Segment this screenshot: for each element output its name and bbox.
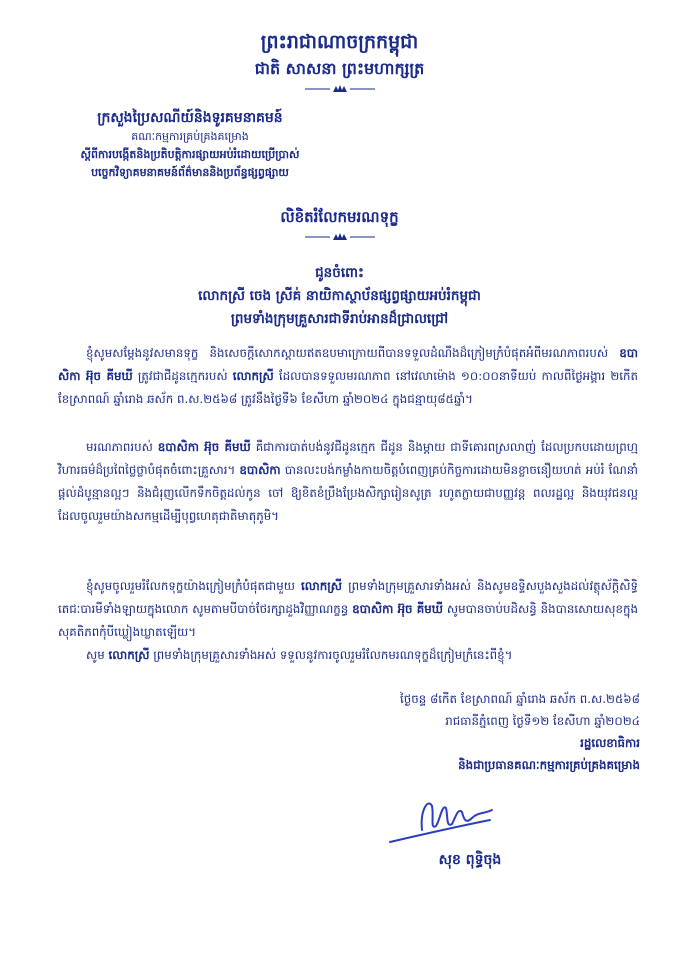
bold-name-run: លោកស្រី <box>232 369 274 383</box>
paragraph-2 <box>58 436 638 528</box>
text-run: មរណភាពរបស់ <box>86 440 158 454</box>
project-line-2: បច្ចេកវិទ្យាគមនាគមន៍ព័ត៌មាននិងប្រព័ន្ធផ្សព្វផ្សាយ <box>91 166 289 179</box>
text-run: ត្រូវជាជីដូនក្មេករបស់ <box>132 369 233 383</box>
paragraph-4 <box>58 644 638 667</box>
ministry-name: ក្រសួងប្រៃសណីយ៍និងទូរគមនាគមន៍ <box>97 110 283 126</box>
ornament-icon <box>305 84 375 94</box>
text-run: ព្រមទាំងក្រុមគ្រួសារទាំងអស់ ទទួលនូវការចូលរួមរំលែកមរណទុក្ខដ៏ក្រៀមក្រំនេះពីខ្ញុំ។ <box>149 648 513 662</box>
ornament-icon <box>305 232 375 242</box>
date-block <box>300 688 640 776</box>
bold-name-run: ឧបាសិកា <box>239 463 281 477</box>
paragraph-3 <box>58 575 638 644</box>
letter-type: លិខិតរំលែកមរណទុក្ខ <box>280 208 399 226</box>
text-run: ដែលបានទទួលមរណភាព នៅវេលាម៉ោង ១០:០០នាទីយប់ កាលពីថ្ងៃអង្គារ ២កើត ខែស្រាពណ៍ ឆ្នាំរោង ឆស័ក ព.ស.២៥៦៨ ត្រូវនឹងថ្ងៃទី៦ ខែសីហា ឆ្នាំ២០២៤ ក្នុងជន្មាយុ៨៥ឆ្នាំ។ <box>58 369 638 406</box>
signer-title-1: រដ្ឋលេខាធិការ <box>580 736 640 750</box>
bold-name-run: ឧបាសិកា អ៊ុច គីមឃី <box>58 346 638 383</box>
text-run: ខ្ញុំសូមចូលរួមរំលែកទុក្ខយ៉ាងក្រៀមក្រំបំផុតជាមួយ <box>86 579 302 593</box>
recipient-name: លោកស្រី ចេង ស្រីគ់ នាយិកាស្ថាប័នផ្សព្វផ្សាយអប់រំកម្ពុជា <box>198 288 481 304</box>
text-run: សូម <box>86 648 109 662</box>
text-run: សូមបានចាប់បដិសន្ធិ និងបានសោយសុខក្នុងសុគតិភពកុំបីឃ្លៀងឃ្លាតឡើយ។ <box>58 602 638 639</box>
text-run: ព្រមទាំងក្រុមគ្រួសារទាំងអស់ និងសូមឧទ្ទិសបួងសួងដល់វត្ថុស័ក្តិសិទ្ធិតេជៈបារមីទាំងឡាយក្នុងលោក សូមតាមបីបាច់ថែរក្សាដួងវិញ្ញាណក្ខន្ធ <box>58 579 638 616</box>
solar-date: រាជធានីភ្នំពេញ ថ្ងៃទី១២ ខែសីហា ឆ្នាំ២០២៤ <box>445 714 640 728</box>
committee-name: គណៈកម្មការគ្រប់គ្រងគម្រោង <box>131 130 249 143</box>
text-run: បានលះបង់កម្លាំងកាយចិត្តបំពេញគ្រប់កិច្ចការដោយមិនខ្លាចនឿយហត់ អប់រំ ណែនាំ ផ្តល់ដំបូន្មានល្អៗ និងជំរុញលើកទឹកចិត្តដល់កូន ចៅ ឱ្យខិតខំប្រឹងប្រែងសិក្សារៀនសូត្រ រហូតក្លាយជាបញ្ញវន្ត ពលរដ្ឋល្អ និងយុវជនល្អ ដែលចូលរួមយ៉ាងសកម្មដើម្បីបុព្វហេតុជាតិមាតុភូមិ។ <box>58 463 638 523</box>
text-run: ខ្ញុំសូមសម្តែងនូវសមានទុក្ខ និងសេចក្តីសោកស្តាយឥតឧបមាក្រោយពីបានទទួលដំណឹងដ៏ក្រៀមក្រំបំផុតអំពីមរណភាពរបស់ <box>86 346 620 360</box>
to-label: ជូនចំពោះ <box>315 265 364 281</box>
signer-title-2: និងជាប្រធានគណៈកម្មការគ្រប់គ្រងគម្រោង <box>458 758 640 772</box>
signature-scribble <box>380 790 520 850</box>
text-run: គឺជាការបាត់បង់នូវជីដូនក្មេក ជីដូន និងម្តាយ ជាទីគោរពស្រលាញ់ ដែលប្រកបដោយព្រហ្មវិហារធម៌ដ៏ប្រពៃថ្លៃថ្លាបំផុតចំពោះគ្រួសារ។ <box>58 440 638 477</box>
signer-name: សុខ ពុទ្ធិចុង <box>438 852 502 868</box>
bold-name-run: ឧបាសិកា អ៊ុច គីមឃី <box>352 602 443 616</box>
kingdom-motto: ជាតិ សាសនា ព្រះមហាក្សត្រ <box>254 59 425 78</box>
recipient-family: ព្រមទាំងក្រុមគ្រួសារជាទីរាប់អានដ៏ជ្រាលជ្រៅ <box>230 311 449 327</box>
addressee-block <box>0 262 679 331</box>
bold-name-run: ឧបាសិកា អ៊ុច គីមឃី <box>157 440 251 454</box>
paragraph-1 <box>58 342 638 411</box>
bold-name-run: លោកស្រី <box>108 648 150 662</box>
kingdom-title: ព្រះរាជាណាចក្រកម្ពុជា <box>260 31 419 53</box>
bold-name-run: លោកស្រី <box>301 579 343 593</box>
project-line-1: ស្តីពីការបង្កើតនិងប្រតិបត្តិការផ្សាយអប់រំដោយប្រើប្រាស់ <box>80 148 300 161</box>
ministry-header <box>40 108 340 182</box>
lunar-date: ថ្ងៃចន្ទ ៨កើត ខែស្រាពណ៍ ឆ្នាំរោង ឆស័ក ព.ស.២៥៦៨ <box>399 692 640 706</box>
